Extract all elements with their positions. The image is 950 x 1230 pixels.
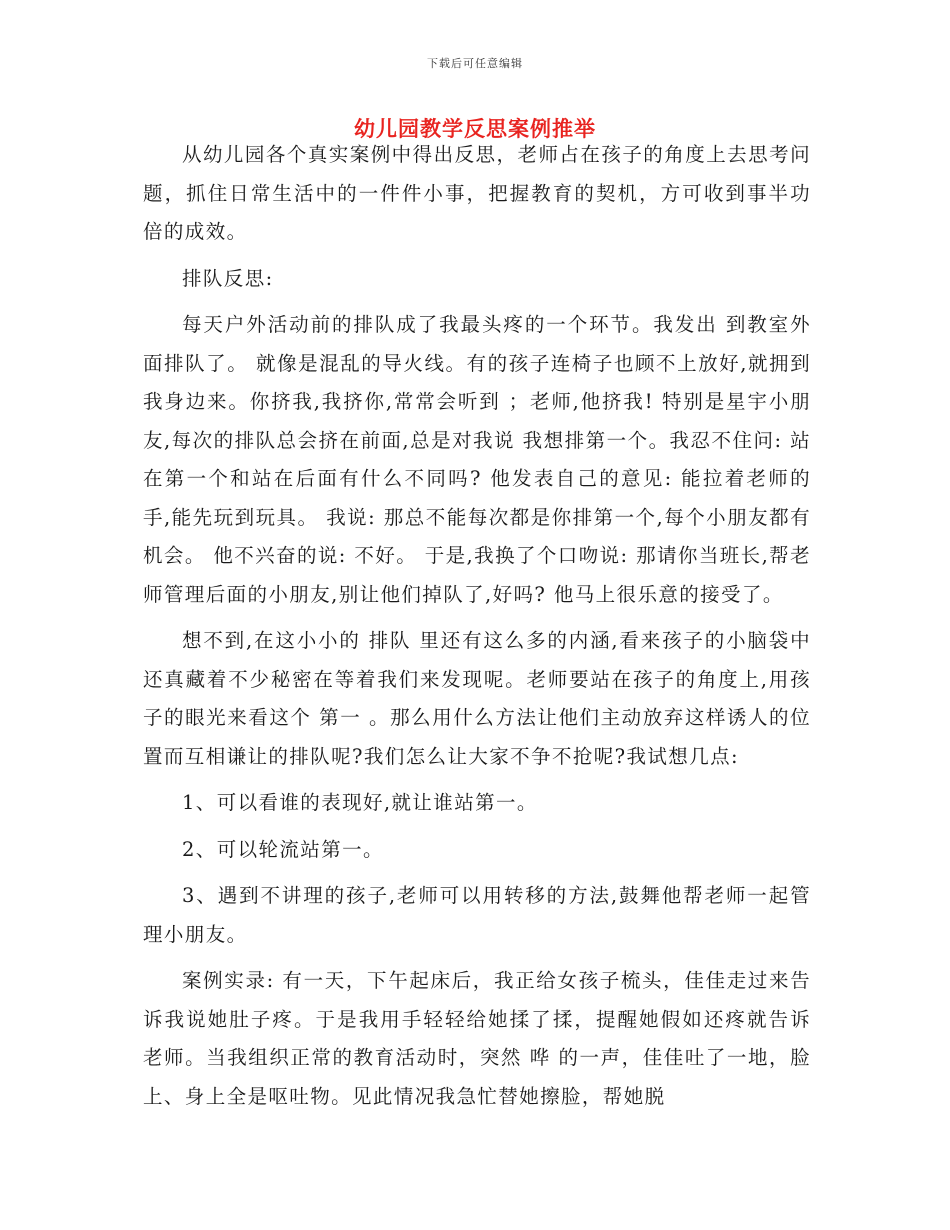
list-item-3: 3、遇到不讲理的孩子,老师可以用转移的方法,鼓舞他帮老师一起管理小朋友。	[143, 884, 811, 946]
paragraph-lineup-story: 每天户外活动前的排队成了我最头疼的一个环节。我发出 到教室外面排队了。 就像是混乱的导火线。有的孩子连椅子也顾不上放好,就拥到我身边来。你挤我,我挤你,常常会听到 ；老师,他挤我! 特别是星宇小朋友,每次的排队总会挤在前面,总是对我说 我想排第一个。我忍不住问: 站在第一个和站在后面有什么不同吗? 他发表自己的意见: 能拉着老师的手,能先玩到玩具。 我说: 那总不能每次都是你排第一个,每个小朋友都有机会。 他不兴奋的说: 不好。 于是,我换了个口吻说: 那请你当班长,帮老师管理后面的小朋友,别让他们掉队了,好吗? 他马上很乐意的接受了。	[143, 313, 811, 606]
list-item-1: 1、可以看谁的表现好,就让谁站第一。	[182, 791, 538, 814]
paragraph-reflection: 想不到,在这小小的 排队 里还有这么多的内涵,看来孩子的小脑袋中还真藏着不少秘密在等着我们来发现呢。老师要站在孩子的角度上,用孩子的眼光来看这个 第一 。那么用什么方法让他们主动放弃这样诱人的位置而互相谦让的排队呢?我们怎么让大家不争不抢呢?我试想几点:	[143, 629, 811, 768]
page-header-note: 下载后可任意编辑	[427, 57, 523, 70]
document-title: 幼儿园教学反思案例推举	[354, 116, 596, 141]
paragraph-case-record: 案例实录: 有一天，下午起床后，我正给女孩子梳头，佳佳走过来告诉我说她肚子疼。于是我用手轻轻给她揉了揉，提醒她假如还疼就告诉老师。当我组织正常的教育活动时，突然 哗 的一声，佳佳吐了一地，脸上、身上全是呕吐物。见此情况我急忙替她擦脸，帮她脱	[143, 969, 811, 1108]
document-body	[143, 136, 811, 1116]
paragraph-section-heading: 排队反思:	[182, 266, 274, 290]
paragraph-intro: 从幼儿园各个真实案例中得出反思，老师占在孩子的角度上去思考问题，抓住日常生活中的一件件小事，把握教育的契机，方可收到事半功倍的成效。	[143, 143, 811, 243]
list-item-2: 2、可以轮流站第一。	[182, 837, 384, 861]
